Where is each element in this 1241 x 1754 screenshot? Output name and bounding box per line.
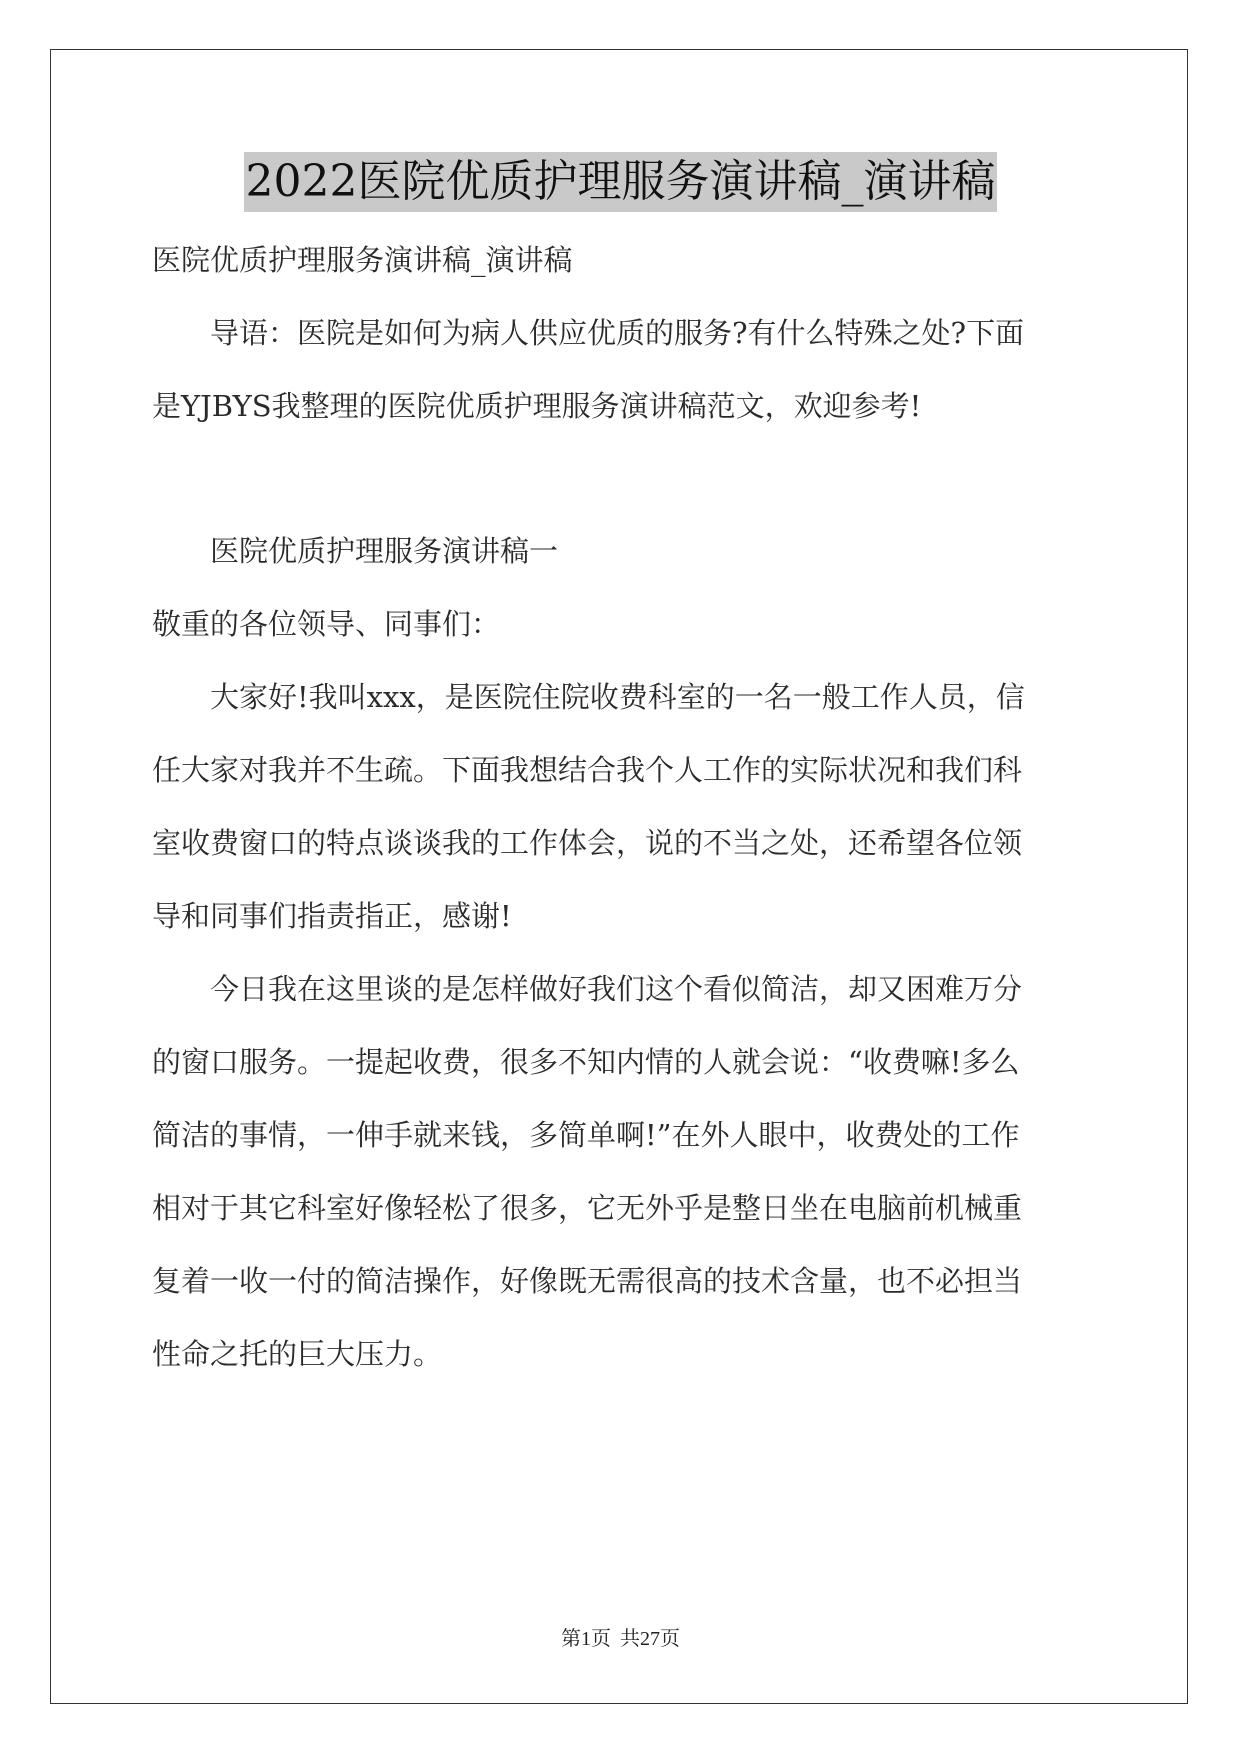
page-number-current: 第1页 (561, 1628, 611, 1650)
page-number-total: 共27页 (620, 1628, 680, 1650)
doc-line-para2-5: 复着一收一付的简洁操作，好像既无需很高的技术含量，也不必担当 (152, 1264, 1023, 1298)
doc-line-para2-3: 简洁的事情，一伸手就来钱，多简单啊!”在外人眼中，收费处的工作 (152, 1118, 1020, 1152)
doc-line-para1-3: 室收费窗口的特点谈谈我的工作体会，说的不当之处，还希望各位领 (152, 826, 1023, 860)
doc-line-salutation: 敬重的各位领导、同事们： (152, 607, 501, 641)
doc-line-section-heading: 医院优质护理服务演讲稿一 (152, 534, 559, 568)
doc-line-intro-2: 是YJBYS我整理的医院优质护理服务演讲稿范文，欢迎参考! (152, 389, 922, 423)
title-container (0, 152, 1241, 212)
doc-line-intro-1: 导语：医院是如何为病人供应优质的服务?有什么特殊之处?下面 (152, 316, 1025, 350)
document-title: 2022医院优质护理服务演讲稿_演讲稿 (244, 152, 998, 212)
doc-line-subtitle: 医院优质护理服务演讲稿_演讲稿 (152, 243, 573, 277)
page-footer (0, 1622, 1241, 1651)
doc-line-para2-6: 性命之托的巨大压力。 (152, 1337, 443, 1371)
doc-line-para1-4: 导和同事们指责指正，感谢! (152, 899, 512, 933)
doc-line-para1-1: 大家好!我叫xxx，是医院住院收费科室的一名一般工作人员，信 (152, 680, 1025, 714)
doc-line-para2-4: 相对于其它科室好像轻松了很多，它无外乎是整日坐在电脑前机械重 (152, 1191, 1023, 1225)
page-border (50, 49, 1188, 1704)
doc-line-para2-1: 今日我在这里谈的是怎样做好我们这个看似简洁，却又困难万分 (152, 972, 1023, 1006)
doc-line-para2-2: 的窗口服务。一提起收费，很多不知内情的人就会说：“收费嘛!多么 (152, 1045, 1020, 1079)
doc-line-para1-2: 任大家对我并不生疏。下面我想结合我个人工作的实际状况和我们科 (152, 753, 1023, 787)
